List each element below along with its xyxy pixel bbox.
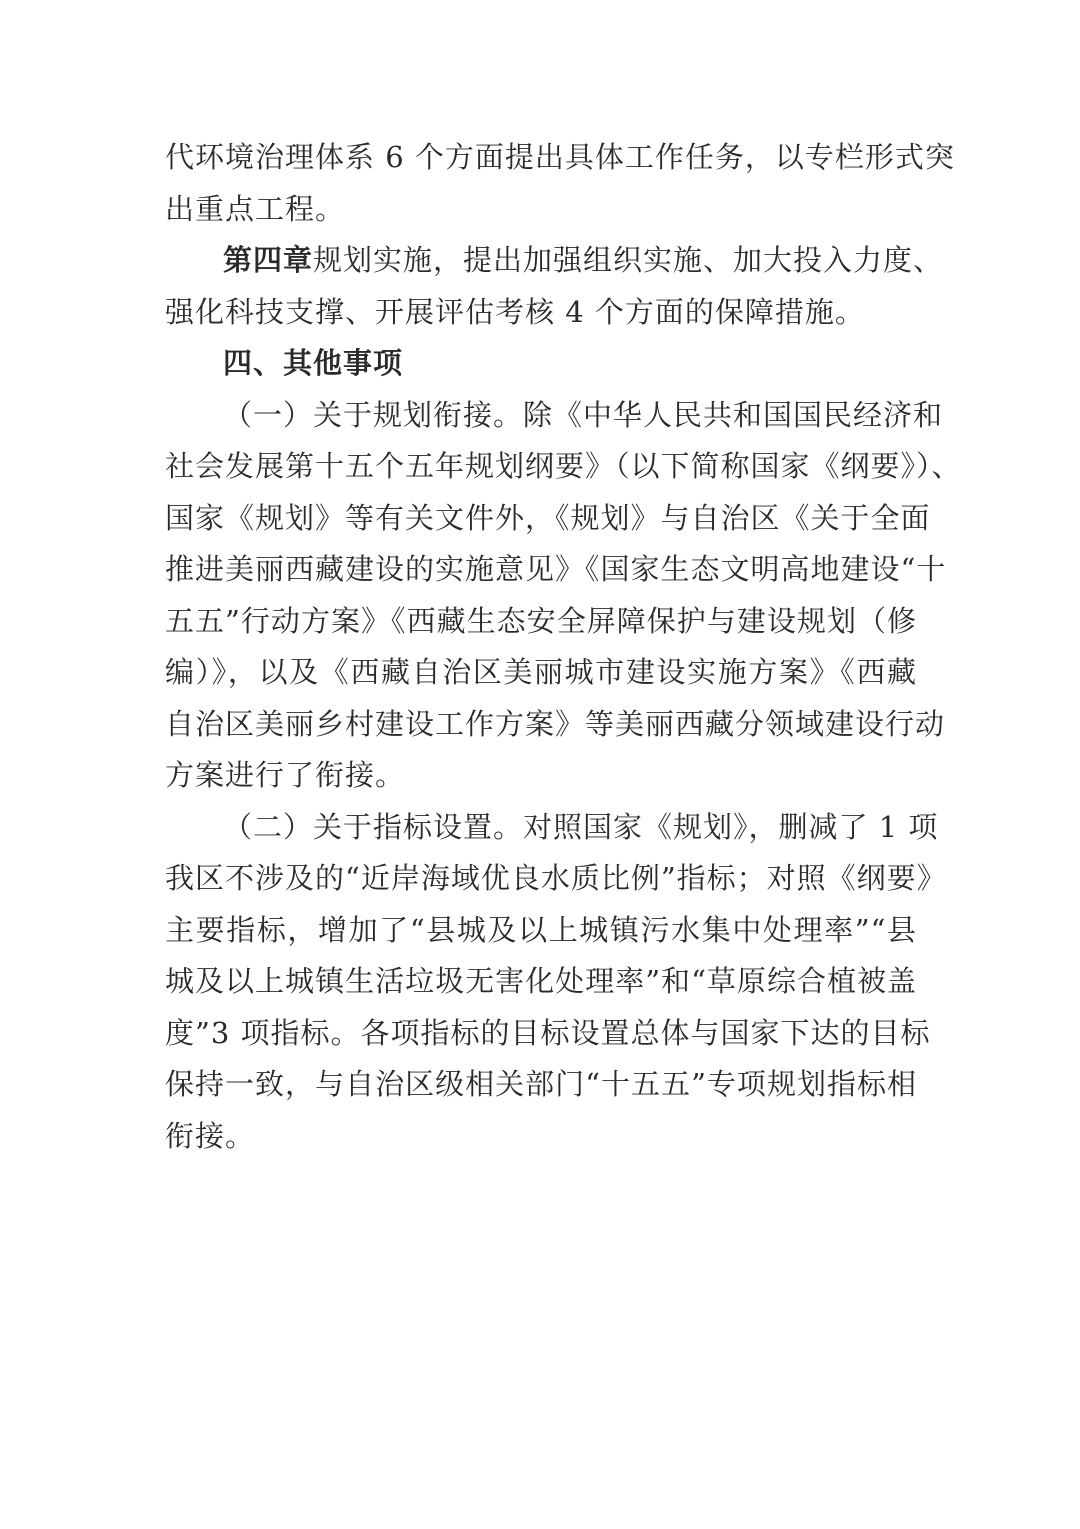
item1-line-3: 国家《规划》等有关文件外，《规划》与自治区《关于全面 — [165, 500, 931, 535]
intro-line-2: 出重点工程。 — [165, 191, 346, 226]
item2-line-1: （二）关于指标设置。对照国家《规划》，删减了 1 项 — [223, 809, 939, 844]
chapter4-line-2: 强化科技支撑、开展评估考核 4 个方面的保障措施。 — [165, 294, 865, 329]
item2-line-2: 我区不涉及的“近岸海域优良水质比例”指标；对照《纲要》 — [165, 861, 947, 895]
item1-line-1: （一）关于规划衔接。除《中华人民共和国国民经济和 — [223, 397, 944, 432]
intro-line-1: 代环境治理体系 6 个方面提出具体工作任务，以专栏形式突 — [165, 140, 955, 174]
chapter4-line-1-text: 规划实施，提出加强组织实施、加大投入力度、 — [313, 243, 944, 277]
item2-line-4: 城及以上城镇生活垃圾无害化处理率”和“草原综合植被盖 — [165, 964, 917, 998]
section-heading-other-matters: 四、其他事项 — [223, 346, 404, 380]
item1-line-4: 推进美丽西藏建设的实施意见》《国家生态文明高地建设“十 — [165, 552, 947, 586]
chapter4-label: 第四章 — [223, 243, 314, 277]
item1-line-8: 方案进行了衔接。 — [165, 758, 406, 792]
item1-line-5: 五五”行动方案》《西藏生态安全屏障保护与建设规划（修 — [165, 603, 917, 638]
item2-line-7: 衔接。 — [165, 1118, 256, 1153]
item2-line-3: 主要指标，增加了“县城及以上城镇污水集中处理率”“县 — [165, 912, 917, 947]
item2-line-5: 度”3 项指标。各项指标的目标设置总体与国家下达的目标 — [165, 1015, 931, 1050]
document-page — [165, 132, 962, 1162]
item1-line-6: 编）》，以及《西藏自治区美丽城市建设实施方案》《西藏 — [165, 655, 917, 689]
chapter4-line-1 — [165, 235, 944, 287]
item1-line-7: 自治区美丽乡村建设工作方案》等美丽西藏分领域建设行动 — [165, 706, 946, 741]
item1-line-2: 社会发展第十五个五年规划纲要》（以下简称国家《纲要》）、 — [165, 449, 962, 483]
item2-line-6: 保持一致，与自治区级相关部门“十五五”专项规划指标相 — [165, 1067, 917, 1101]
